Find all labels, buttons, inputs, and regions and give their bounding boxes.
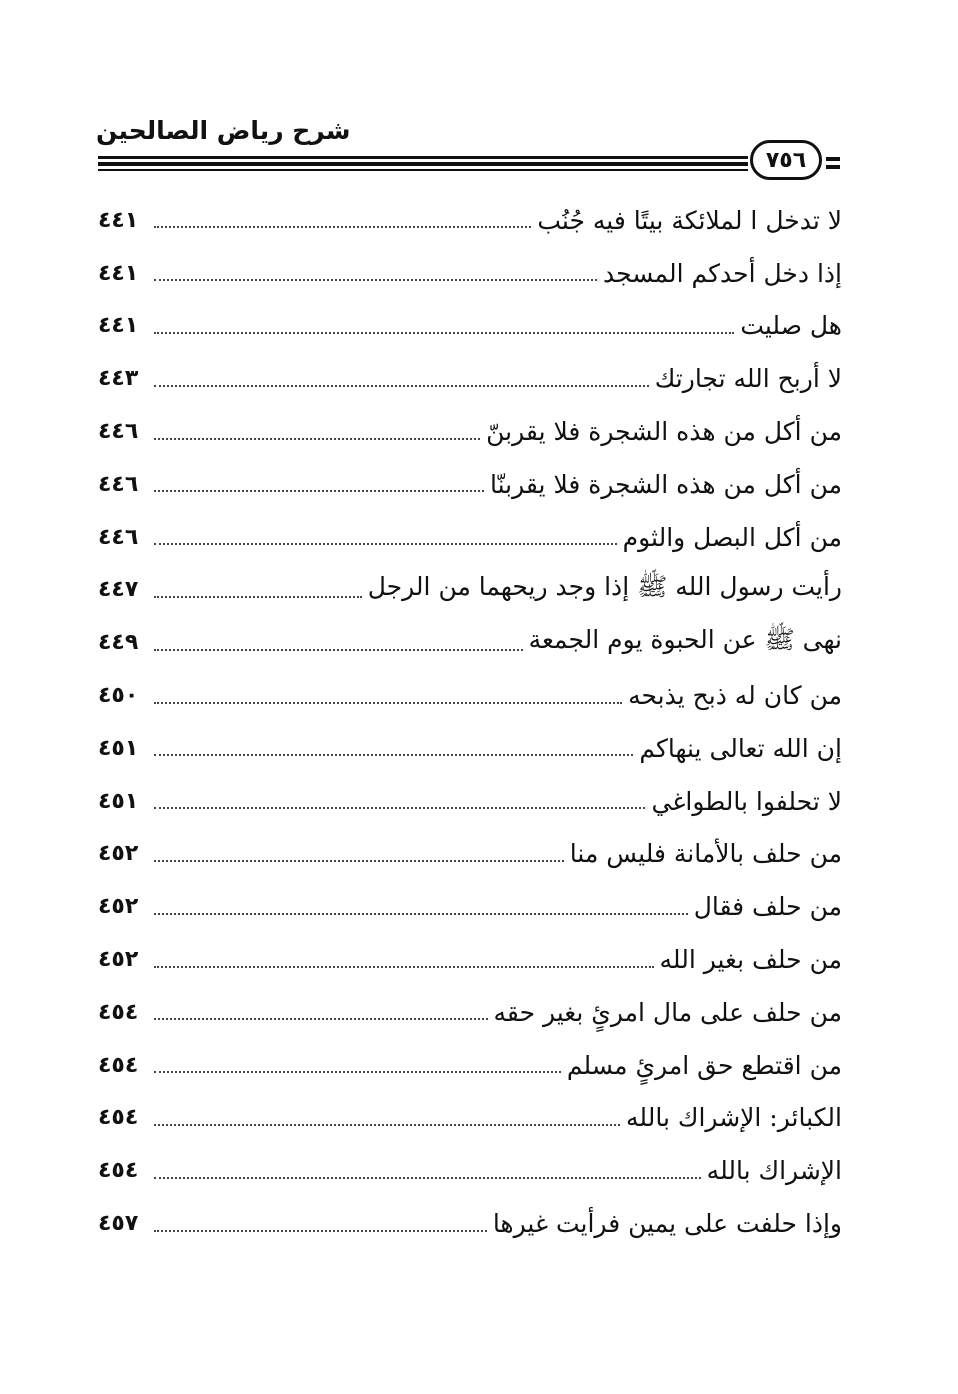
toc-entry-page: ٤٤١ [98,313,139,339]
toc-entry-page: ٤٤٩ [98,630,139,656]
header-rule-line [98,162,748,166]
toc-entry-title: لا تحلفوا بالطواغي [651,786,842,816]
dot-leader [154,543,617,545]
toc-entry-title: من حلف بغير الله [659,945,842,975]
table-of-contents [98,194,842,1250]
toc-entry [98,775,842,828]
toc-entry [98,458,842,511]
dot-leader [154,490,484,492]
toc-entry-page: ٤٥٤ [98,1052,139,1078]
dot-leader [154,913,688,915]
dot-leader [154,754,633,756]
toc-entry-title: من كان له ذبح يذبحه [628,681,842,711]
dot-leader [154,1124,620,1126]
toc-entry [98,405,842,458]
dot-leader [154,860,564,862]
dot-leader [154,332,734,334]
toc-entry [98,1144,842,1197]
toc-entry-page: ٤٥٢ [98,894,139,920]
toc-entry-title: رأيت رسول الله ﷺ إذا وجد ريحهما من الرجل [367,572,842,602]
toc-entry-title: الكبائر: الإشراك بالله [626,1103,842,1133]
toc-entry [98,616,842,669]
running-title: شرح رياض الصالحين [96,116,351,145]
toc-entry [98,247,842,300]
toc-entry-title: لا تدخل ا لملائكة بيتًا فيه جُنُب [537,205,842,235]
toc-entry [98,986,842,1039]
dot-leader [154,1071,561,1073]
toc-entry-title: الإشراك بالله [706,1156,842,1186]
toc-entry [98,1092,842,1145]
dot-leader [154,438,480,440]
toc-entry [98,511,842,564]
toc-entry-page: ٤٥٤ [98,1158,139,1184]
toc-entry [98,1039,842,1092]
toc-entry [98,722,842,775]
toc-entry-page: ٤٤٣ [98,366,139,392]
toc-entry-page: ٤٥٤ [98,1105,139,1131]
dot-leader [154,649,523,651]
toc-entry-page: ٤٥٢ [98,841,139,867]
page-number-badge: ٧٥٦ [750,140,822,180]
toc-entry [98,300,842,353]
dot-leader [154,1230,487,1232]
toc-entry-page: ٤٥٤ [98,999,139,1025]
toc-entry [98,828,842,881]
toc-entry [98,933,842,986]
toc-entry-title: من أكل من هذه الشجرة فلا يقربنّا [490,469,842,499]
toc-entry [98,352,842,405]
toc-entry-page: ٤٥١ [98,735,139,761]
toc-entry-title: نهى ﷺ عن الحبوة يوم الجمعة [528,625,842,655]
toc-entry-page: ٤٤١ [98,207,139,233]
toc-entry-page: ٤٥٢ [98,947,139,973]
toc-entry-title: من حلف بالأمانة فليس منا [569,839,842,869]
toc-entry-title: إذا دخل أحدكم المسجد [602,258,842,288]
toc-entry-title: لا أربح الله تجارتك [654,364,842,394]
toc-entry-title: وإذا حلفت على يمين فرأيت غيرها [492,1209,842,1239]
toc-entry-title: من أكل من هذه الشجرة فلا يقربنّ [486,417,842,447]
toc-entry-page: ٤٤٦ [98,471,139,497]
toc-entry [98,1197,842,1250]
toc-entry-page: ٤٤١ [98,260,139,286]
header-rule-line [98,156,748,159]
toc-entry-title: من حلف فقال [693,892,842,922]
toc-entry-title: إن الله تعالى ينهاكم [639,733,842,763]
toc-entry [98,880,842,933]
dot-leader [154,702,622,704]
dot-leader [154,385,649,387]
dot-leader [154,596,362,598]
header-rule [98,154,842,174]
toc-entry-title: من اقتطع حق امرئٍ مسلم [566,1050,842,1080]
dot-leader [154,807,645,809]
toc-entry [98,669,842,722]
toc-entry-page: ٤٥٧ [98,1211,139,1237]
dot-leader [154,279,597,281]
toc-entry-title: هل صليت [740,311,842,341]
dot-leader [154,1177,701,1179]
toc-entry [98,194,842,247]
toc-entry-title: من أكل البصل والثوم [622,522,842,552]
toc-entry-page: ٤٤٦ [98,419,139,445]
toc-entry-title: من حلف على مال امرئٍ بغير حقه [493,997,842,1027]
dot-leader [154,1018,488,1020]
header-rule-end [826,154,840,174]
toc-entry-page: ٤٥١ [98,788,139,814]
dot-leader [154,226,531,228]
toc-entry-page: ٤٥٠ [98,683,139,709]
header-rule-line [98,169,748,171]
toc-entry [98,564,842,617]
toc-entry-page: ٤٤٦ [98,524,139,550]
dot-leader [154,966,654,968]
toc-entry-page: ٤٤٧ [98,577,139,603]
